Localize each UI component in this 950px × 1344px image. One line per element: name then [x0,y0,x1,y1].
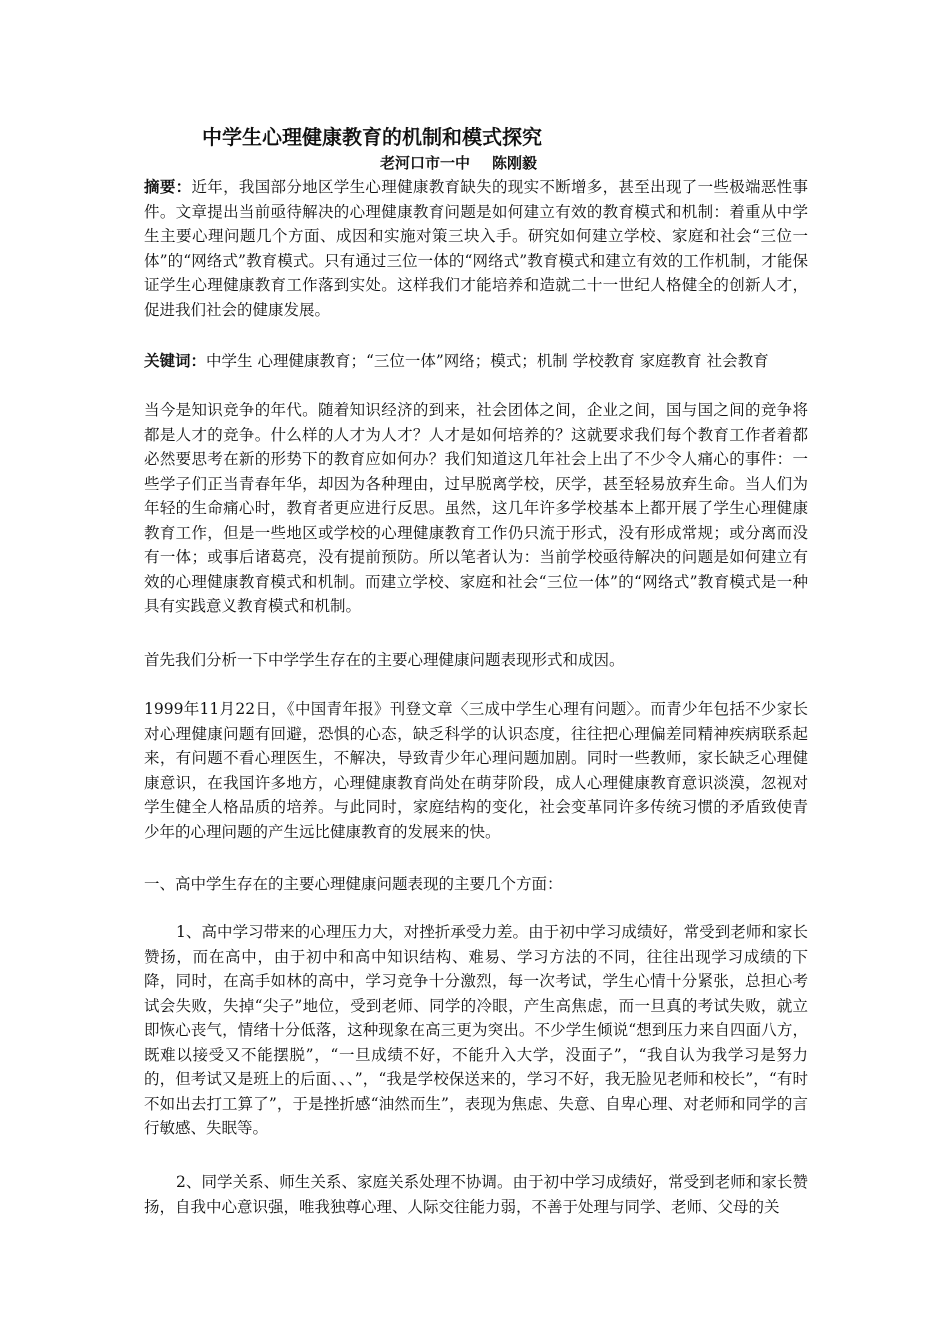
paragraph-background: 1999年11月22日，《中国青年报》刊登文章〈三成中学生心理有问题〉。而青少年包括不少家长对心理健康问题有回避，恐惧的心态，缺乏科学的认识态度，往往把心理偏差同精神疾病联系起来，有问题不看心理医生，不解决，导致青少年心理问题加剧。同时一些教师，家长缺乏心理健康意识，在我国许多地方，心理健康教育尚处在萌芽阶段，成人心理健康教育意识淡漠，忽视对学生健全人格品质的培养。与此同时，家庭结构的变化，社会变革同许多传统习惯的矛盾致使青少年的心理问题的产生远比健康教育的发展来的快。 [144,700,808,841]
paragraph-analysis-lead: 首先我们分析一下中学学生存在的主要心理健康问题表现形式和成因。 [144,651,625,669]
document-title: 中学生心理健康教育的机制和模式探究 [202,125,542,149]
author-line [380,153,537,173]
paragraph-point-2: 2、同学关系、师生关系、家庭关系处理不协调。由于初中学习成绩好，常受到老师和家长赞扬，自我中心意识强，唯我独尊心理、人际交往能力弱，不善于处理与同学、老师、父母的关 [144,1173,808,1216]
paragraph-intro: 当今是知识竞争的年代。随着知识经济的到来，社会团体之间，企业之间，国与国之间的竞争将都是人才的竞争。什么样的人才为人才？人才是如何培养的？这就要求我们每个教育工作者着都必然要思考在新的形势下的教育应如何办？我们知道这几年社会上出了不少令人痛心的事件：一些学子们正当青春年华，却因为各种理由，过早脱离学校，厌学，甚至轻易放弃生命。当人们为年轻的生命痛心时，教育者更应进行反思。虽然，这几年许多学校基本上都开展了学生心理健康教育工作，但是一些地区或学校的心理健康教育工作仍只流于形式，没有形成常规；或分离而没有一体；或事后诸葛亮，没有提前预防。所以笔者认为：当前学校亟待解决的问题是如何建立有效的心理健康教育模式和机制。而建立学校、家庭和社会“三位一体”的“网络式”教育模式是一种具有实践意义教育模式和机制。 [144,401,808,615]
abstract-text: 近年，我国部分地区学生心理健康教育缺失的现实不断增多，甚至出现了一些极端恶性事件。文章提出当前亟待解决的心理健康教育问题是如何建立有效的教育模式和机制：着重从中学生主要心理问题几个方面、成因和实施对策三块入手。研究如何建立学校、家庭和社会“三位一体”的“网络式”教育模式。只有通过三位一体的“网络式”教育模式和建立有效的工作机制，才能保证学生心理健康教育工作落到实处。这样我们才能培养和造就二十一世纪人格健全的创新人才，促进我们社会的健康发展。 [144,178,808,319]
abstract [144,175,808,322]
keywords-text: 中学生 心理健康教育；“三位一体”网络；模式；机制 学校教育 家庭教育 社会教育 [206,352,769,370]
keywords [144,349,808,374]
author-name: 陈刚毅 [492,154,538,172]
paragraph-point-1: 1、高中学习带来的心理压力大，对挫折承受力差。由于初中学习成绩好，常受到老师和家长赞扬，而在高中，由于初中和高中知识结构、难易、学习方法的不同，往往出现学习成绩的下降，同时，在高手如林的高中，学习竞争十分激烈，每一次考试，学生心情十分紧张，总担心考试会失败，失掉“尖子”地位，受到老师、同学的冷眼，产生高焦虑，而一旦真的考试失败，就立即恢心丧气，情绪十分低落，这种现象在高三更为突出。不少学生倾说“想到压力来自四面八方，既难以接受又不能摆脱”，“一旦成绩不好，不能升入大学，没面子”，“我自认为我学习是努力的，但考试又是班上的后面、、、”，“我是学校保送来的，学习不好，我无脸见老师和校长”，“有时不如出去打工算了”，于是挫折感“油然而生”，表现为焦虑、失意、自卑心理、对老师和同学的言行敏感、失眠等。 [144,923,808,1137]
abstract-label: 摘要： [144,178,192,196]
author-school: 老河口市一中 [380,154,471,172]
keywords-label: 关键词： [144,352,207,370]
section-heading-1: 一、高中学生存在的主要心理健康问题表现的主要几个方面： [144,875,563,893]
